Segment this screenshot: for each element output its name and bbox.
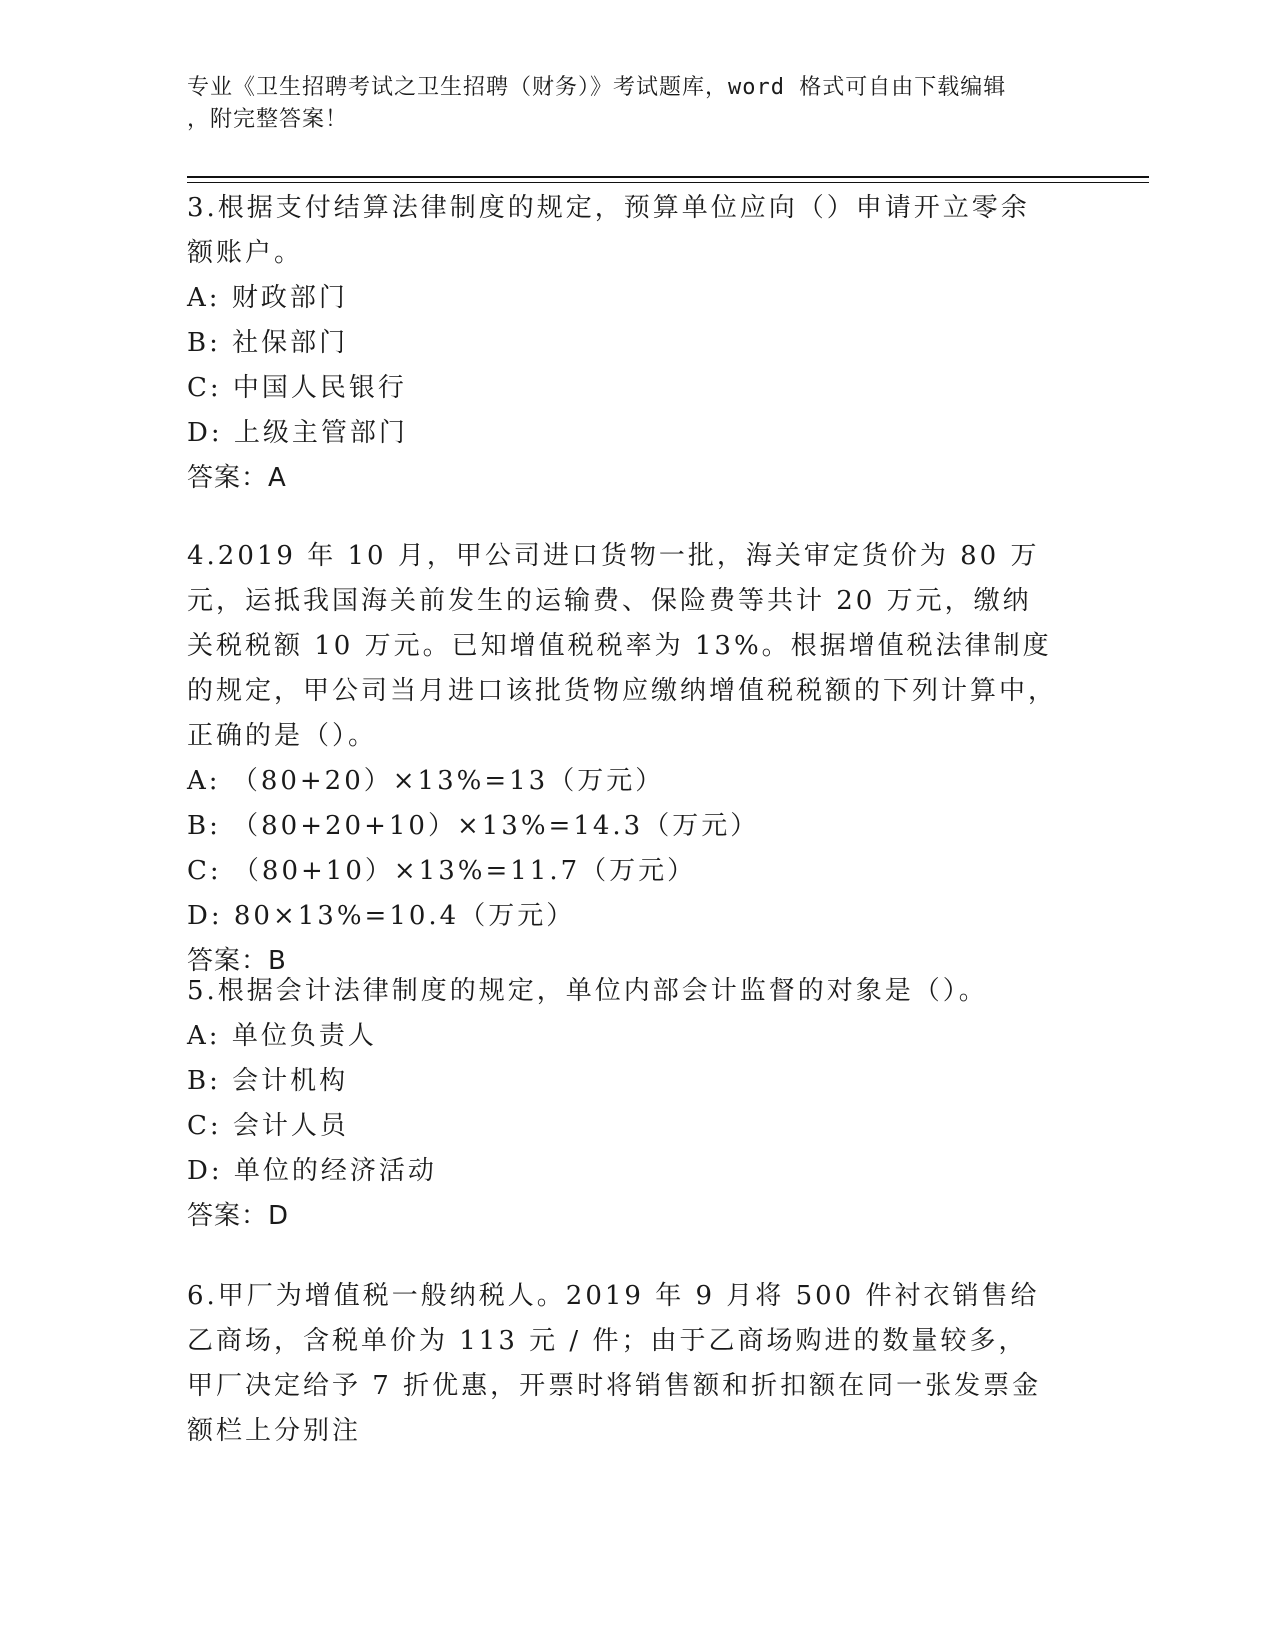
question-3 — [187, 186, 1087, 501]
option-a — [187, 1014, 1087, 1059]
question-5 — [187, 969, 1087, 1239]
option-a — [187, 276, 1087, 321]
option-label: B: — [187, 1066, 221, 1096]
question-stem: 3.根据支付结算法律制度的规定，预算单位应向（）申请开立零余额账户。 — [187, 193, 1030, 268]
header-divider-thick — [187, 176, 1149, 178]
header-line-1: 专业《卫生招聘考试之卫生招聘（财务）》考试题库，word 格式可自由下载编辑 — [187, 75, 1007, 100]
header-line-2: ，附完整答案！ — [187, 107, 349, 132]
option-label: D: — [187, 418, 223, 448]
option-label: A: — [187, 283, 221, 313]
question-stem: 4.2019 年 10 月，甲公司进口货物一批，海关审定货价为 80 万元，运抵我国海关前发生的运输费、保险费等共计 20 万元，缴纳关税税额 10 万元。已知增值税税率为 13%。根据增值税法律制度的规定，甲公司当月进口该批货物应缴纳增值税税额的下列计算中，正确的是（）。 — [187, 541, 1058, 751]
option-b — [187, 321, 1087, 366]
option-text: 单位的经济活动 — [233, 1156, 437, 1186]
option-label: B: — [187, 811, 221, 841]
question-stem: 6.甲厂为增值税一般纳税人。2019 年 9 月将 500 件衬衣销售给乙商场，含税单价为 113 元 / 件；由于乙商场购进的数量较多，甲厂决定给予 7 折优惠，开票时将销售额和折扣额在同一张发票金额栏上分别注 — [187, 1281, 1042, 1446]
answer-line: 答案：D — [187, 1201, 290, 1231]
option-c — [187, 849, 1087, 894]
option-label: D: — [187, 901, 223, 931]
option-a — [187, 759, 1087, 804]
option-label: C: — [187, 856, 222, 886]
option-text: 财政部门 — [231, 283, 348, 313]
document-header — [187, 72, 1067, 136]
option-label: C: — [187, 1111, 222, 1141]
answer-line: 答案：B — [187, 946, 287, 976]
option-text: 中国人民银行 — [232, 373, 407, 403]
header-divider-thin — [187, 182, 1149, 183]
question-4 — [187, 534, 1087, 984]
option-b — [187, 804, 1087, 849]
option-text: 会计机构 — [232, 1066, 349, 1096]
option-b — [187, 1059, 1087, 1104]
question-stem: 5.根据会计法律制度的规定，单位内部会计监督的对象是（）。 — [187, 976, 988, 1006]
option-text: 会计人员 — [232, 1111, 349, 1141]
option-label: B: — [187, 328, 221, 358]
option-text: （80+20+10）×13%=14.3（万元） — [232, 811, 760, 841]
option-d — [187, 894, 1087, 939]
option-text: 80×13%=10.4（万元） — [233, 901, 576, 931]
option-text: 社保部门 — [232, 328, 349, 358]
option-text: （80+10）×13%=11.7（万元） — [232, 856, 697, 886]
option-c — [187, 366, 1087, 411]
option-label: C: — [187, 373, 222, 403]
option-label: A: — [187, 1021, 221, 1051]
answer-line: 答案：A — [187, 463, 287, 493]
option-label: D: — [187, 1156, 223, 1186]
option-d — [187, 1149, 1087, 1194]
option-text: 上级主管部门 — [233, 418, 408, 448]
option-text: 单位负责人 — [231, 1021, 377, 1051]
option-text: （80+20）×13%=13（万元） — [231, 766, 665, 796]
option-label: A: — [187, 766, 221, 796]
option-c — [187, 1104, 1087, 1149]
option-d — [187, 411, 1087, 456]
question-6 — [187, 1274, 1087, 1454]
